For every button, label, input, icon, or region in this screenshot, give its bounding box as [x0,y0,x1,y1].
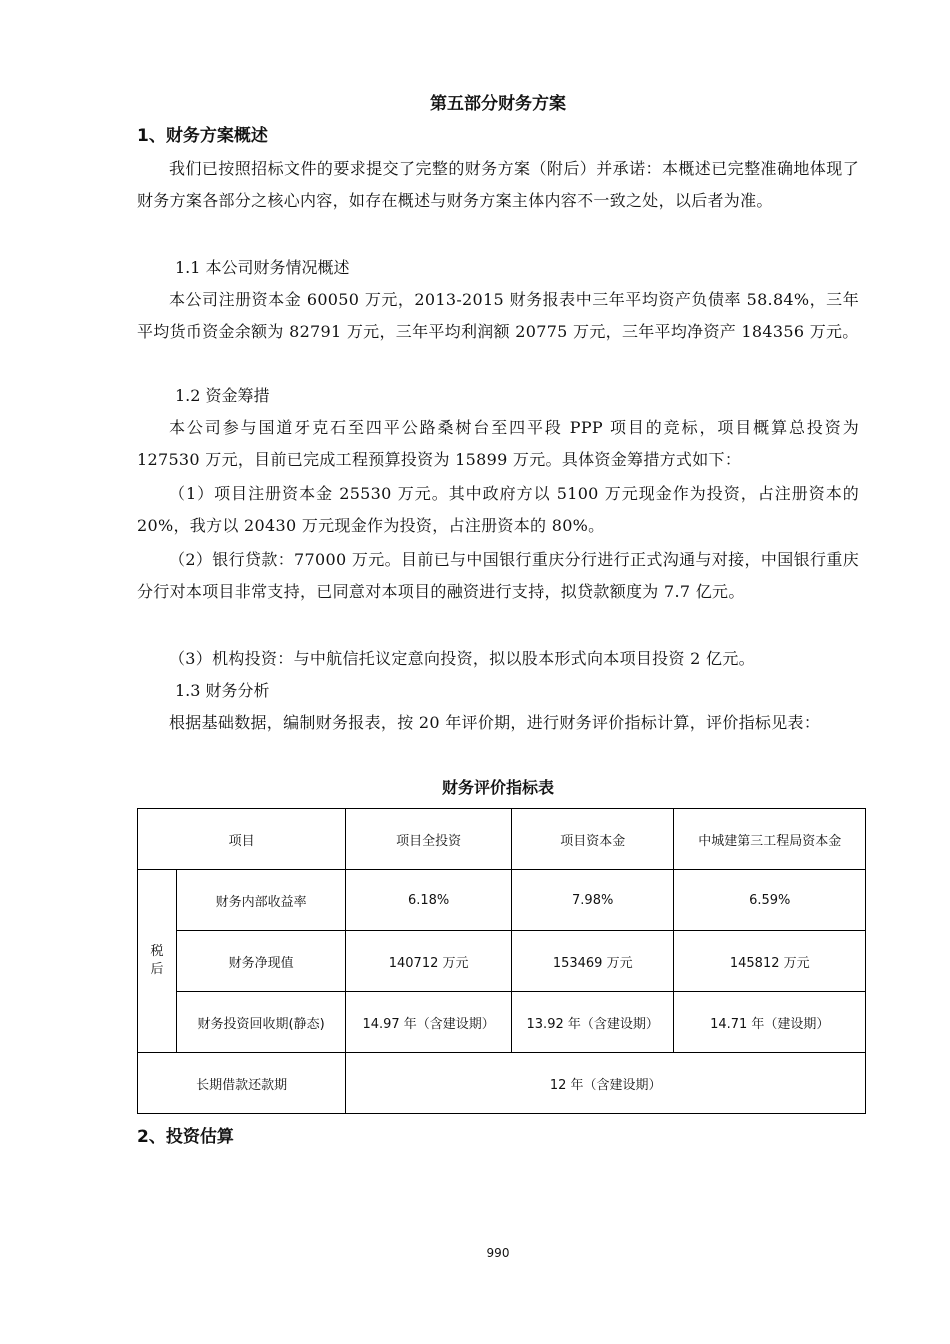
table-cell: 14.71 年（建设期） [674,992,866,1053]
subheading-1-3: 1.3 财务分析 [175,681,270,700]
table-row [138,870,866,931]
loan-label: 长期借款还款期 [138,1053,346,1114]
row-label: 财务净现值 [176,931,345,992]
table-header-row [138,809,866,870]
funding-item-2: （2）银行贷款：77000 万元。目前已与中国银行重庆分行进行正式沟通与对接，中国银行重庆分行对本项目非常支持，已同意对本项目的融资进行支持，拟贷款额度为 7.7 亿元。 [137,550,859,601]
section-heading-1: 1、财务方案概述 [137,126,268,146]
funding-item-3: （3）机构投资：与中航信托议定意向投资，拟以股本形式向本项目投资 2 亿元。 [169,649,755,668]
paragraph-1-1: 本公司注册资本金 60050 万元，2013-2015 财务报表中三年平均资产负债率 58.84%，三年平均货币资金余额为 82791 万元，三年平均利润额 20775 万元，三年平均净资产 184356 万元。 [137,290,859,341]
funding-item-1: （1）项目注册资本金 25530 万元。其中政府方以 5100 万元现金作为投资，占注册资本的 20%，我方以 20430 万元现金作为投资，占注册资本的 80%。 [137,484,859,535]
row-label: 财务投资回收期(静态) [176,992,345,1053]
financial-evaluation-table [137,808,866,1114]
table-cell: 145812 万元 [674,931,866,992]
subheading-1-1: 1.1 本公司财务情况概述 [175,258,350,277]
intro-paragraph: 我们已按照招标文件的要求提交了完整的财务方案（附后）并承诺：本概述已完整准确地体现了财务方案各部分之核心内容，如存在概述与财务方案主体内容不一致之处，以后者为准。 [137,159,859,210]
table-cell: 14.97 年（含建设期） [346,992,512,1053]
table-cell: 13.92 年（含建设期） [511,992,674,1053]
table-caption: 财务评价指标表 [441,778,554,797]
table-row-loan [138,1053,866,1114]
table-row [138,992,866,1053]
page-title: 第五部分财务方案 [430,94,566,114]
section-heading-2: 2、投资估算 [137,1127,234,1147]
header-col2: 项目资本金 [511,809,674,870]
group-label-after-tax [138,870,177,1053]
table-row [138,931,866,992]
row-label: 财务内部收益率 [176,870,345,931]
paragraph-1-2: 本公司参与国道牙克石至四平公路桑树台至四平段 PPP 项目的竞标，项目概算总投资为 127530 万元，目前已完成工程预算投资为 15899 万元。具体资金筹措方式如下： [137,418,859,469]
table-cell: 140712 万元 [346,931,512,992]
table-cell: 6.59% [674,870,866,931]
header-col3: 中城建第三工程局资本金 [674,809,866,870]
table-cell: 6.18% [346,870,512,931]
loan-value: 12 年（含建设期） [346,1053,866,1114]
paragraph-1-3: 根据基础数据，编制财务报表，按 20 年评价期，进行财务评价指标计算，评价指标见表： [169,713,821,732]
group-label-text: 税后 [150,944,164,977]
header-col1: 项目全投资 [346,809,512,870]
table-cell: 7.98% [511,870,674,931]
header-item: 项目 [138,809,346,870]
table-cell: 153469 万元 [511,931,674,992]
subheading-1-2: 1.2 资金筹措 [175,386,270,405]
page-number: 990 [486,1246,510,1260]
